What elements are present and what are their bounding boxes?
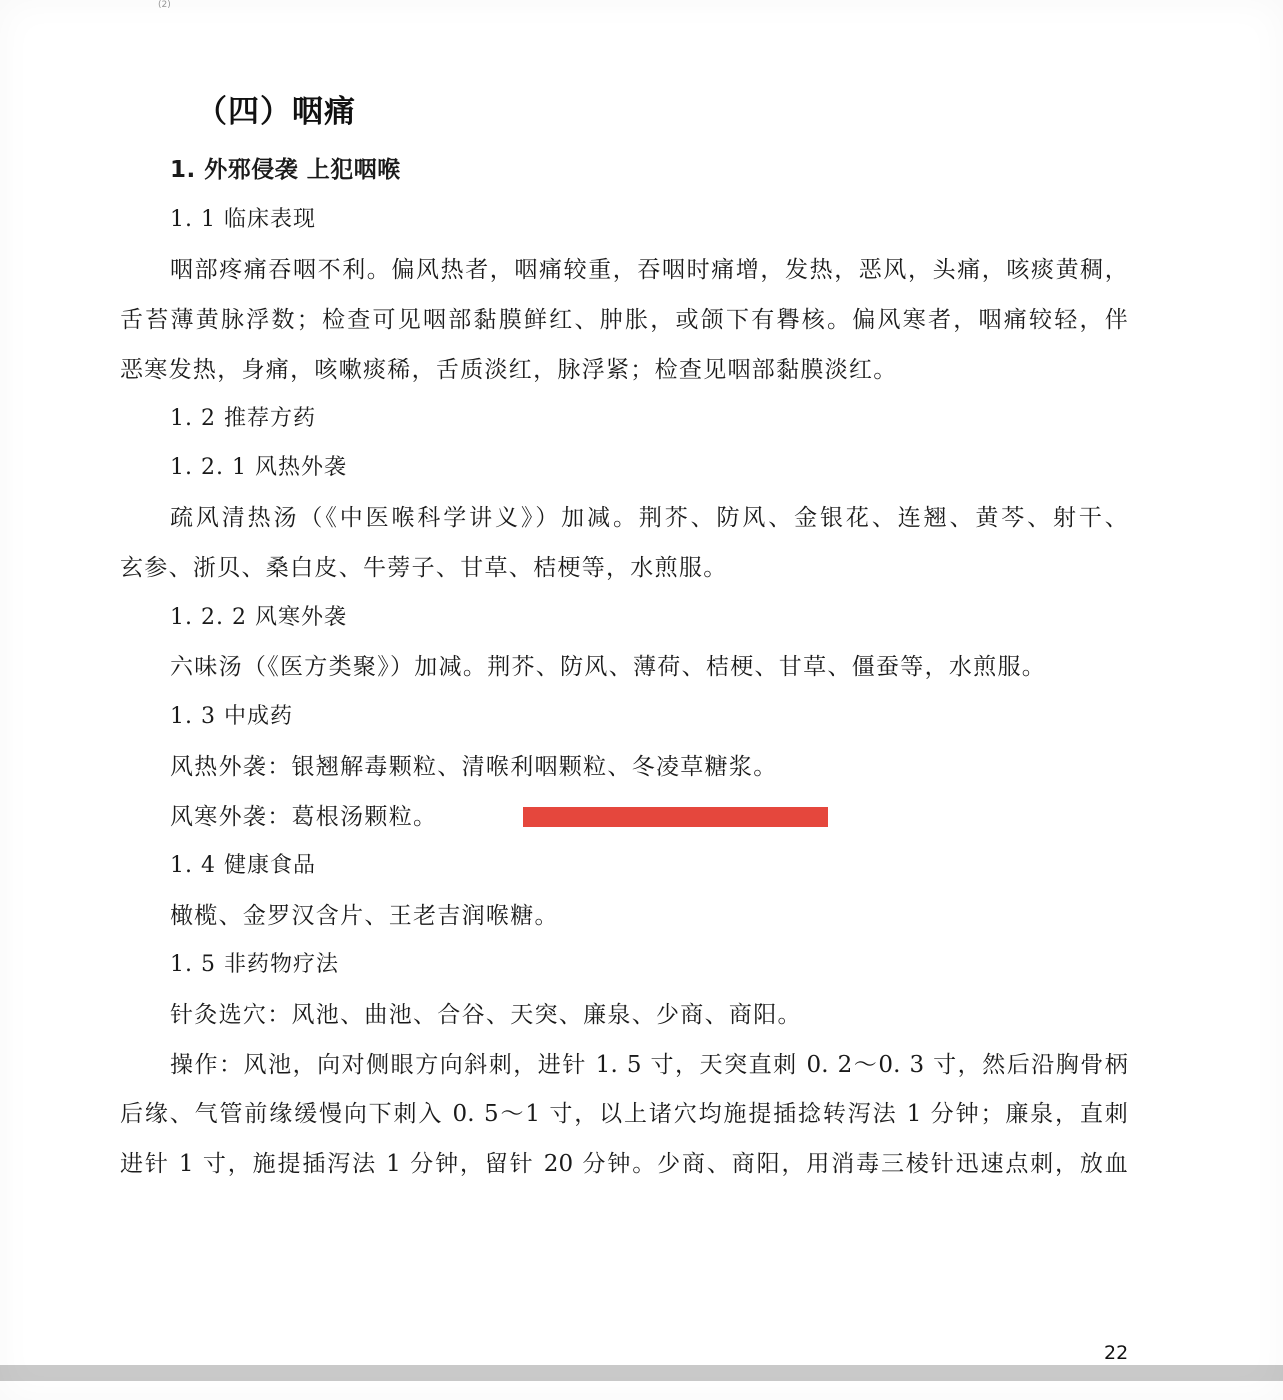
page-number: 22 [1104,1342,1129,1364]
paragraph-line: 橄榄、金罗汉含片、王老吉润喉糖。 [170,903,559,929]
section-title: （四）咽痛 [196,94,356,130]
subheading-1-4: 1. 4 健康食品 [170,853,316,878]
subheading-1-1: 1. 1 临床表现 [170,207,316,232]
paragraph-line: 风寒外袭：葛根汤颗粒。 [170,804,438,830]
paragraph-line: 恶寒发热，身痛，咳嗽痰稀，舌质淡红，脉浮紧；检查见咽部黏膜淡红。 [120,357,898,383]
paragraph-line: 疏风清热汤（《中医喉科学讲义》）加减。荆芥、防风、金银花、连翘、黄芩、射干、 [170,505,1128,531]
paragraph-line: 玄参、浙贝、桑白皮、牛蒡子、甘草、桔梗等，水煎服。 [120,555,728,581]
paragraph-line: 风热外袭：银翘解毒颗粒、清喉利咽颗粒、冬凌草糖浆。 [170,754,778,780]
subheading-1-2: 1. 2 推荐方药 [170,406,316,431]
subheading-1-3: 1. 3 中成药 [170,704,293,729]
paragraph-line: 六味汤（《医方类聚》）加减。荆芥、防风、薄荷、桔梗、甘草、僵蚕等，水煎服。 [170,654,1047,680]
subheading-1-2-2: 1. 2. 2 风寒外袭 [170,605,347,630]
paragraph-line: 舌苔薄黄脉浮数；检查可见咽部黏膜鲜红、肿胀，或颌下有臖核。偏风寒者，咽痛较轻，伴 [120,307,1128,333]
paragraph-line: 咽部疼痛吞咽不利。偏风热者，咽痛较重，吞咽时痛增，发热，恶风，头痛，咳痰黄稠， [170,257,1128,283]
paragraph-line: 后缘、气管前缘缓慢向下刺入 0. 5～1 寸，以上诸穴均施提插捻转泻法 1 分钟；廉泉，直刺 [120,1101,1128,1127]
subheading-1-5: 1. 5 非药物疗法 [170,952,339,977]
footer-bar [0,1365,1283,1381]
heading-1: 1. 外邪侵袭 上犯咽喉 [170,157,401,183]
header-mark: (2) [158,0,171,10]
subheading-1-2-1: 1. 2. 1 风热外袭 [170,455,347,480]
paragraph-line: 操作：风池，向对侧眼方向斜刺，进针 1. 5 寸，天突直刺 0. 2～0. 3 寸，然后沿胸骨柄 [170,1052,1128,1078]
paragraph-line: 针灸选穴：风池、曲池、合谷、天突、廉泉、少商、商阳。 [170,1002,802,1028]
paragraph-line: 进针 1 寸，施提插泻法 1 分钟，留针 20 分钟。少商、商阳，用消毒三棱针迅速点刺，放血 [120,1151,1128,1177]
red-highlight-mark [523,807,828,827]
